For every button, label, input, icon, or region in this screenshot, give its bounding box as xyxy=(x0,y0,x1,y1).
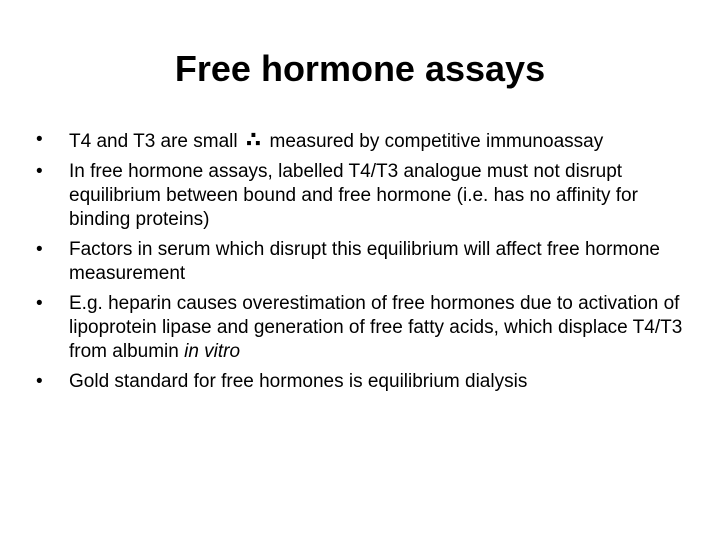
bullet-item-3 xyxy=(36,238,696,286)
bullet-dot-icon: • xyxy=(36,129,43,150)
bullet-4-italic: in vitro xyxy=(184,341,241,362)
therefore-symbol: ∴ xyxy=(245,127,262,152)
bullet-item-2 xyxy=(36,160,696,232)
bullet-1-text-before: T4 and T3 are small xyxy=(69,131,238,152)
bullet-dot-icon: • xyxy=(36,293,43,314)
bullet-2-text: In free hormone assays, labelled T4/T3 analogue must not disrupt equilibrium between bound and free hormone (i.e. has no affinity for binding proteins) xyxy=(69,161,638,230)
bullet-dot-icon: • xyxy=(36,371,43,392)
bullet-dot-icon: • xyxy=(36,239,43,260)
bullet-4-text: E.g. heparin causes overestimation of free hormones due to activation of lipoprotein lipase and generation of free fatty acids, which displace T4/T3 from albumin xyxy=(69,293,683,362)
bullet-item-4 xyxy=(36,292,696,364)
bullet-3-text: Factors in serum which disrupt this equilibrium will affect free hormone measurement xyxy=(69,239,660,284)
bullet-item-5 xyxy=(36,370,696,394)
bullet-dot-icon: • xyxy=(36,161,43,182)
slide-title: Free hormone assays xyxy=(174,48,546,89)
bullet-item-1 xyxy=(36,128,696,154)
bullet-1-text-after: measured by competitive immunoassay xyxy=(269,131,604,152)
bullet-5-text: Gold standard for free hormones is equilibrium dialysis xyxy=(69,371,528,392)
bullet-list xyxy=(36,128,696,400)
